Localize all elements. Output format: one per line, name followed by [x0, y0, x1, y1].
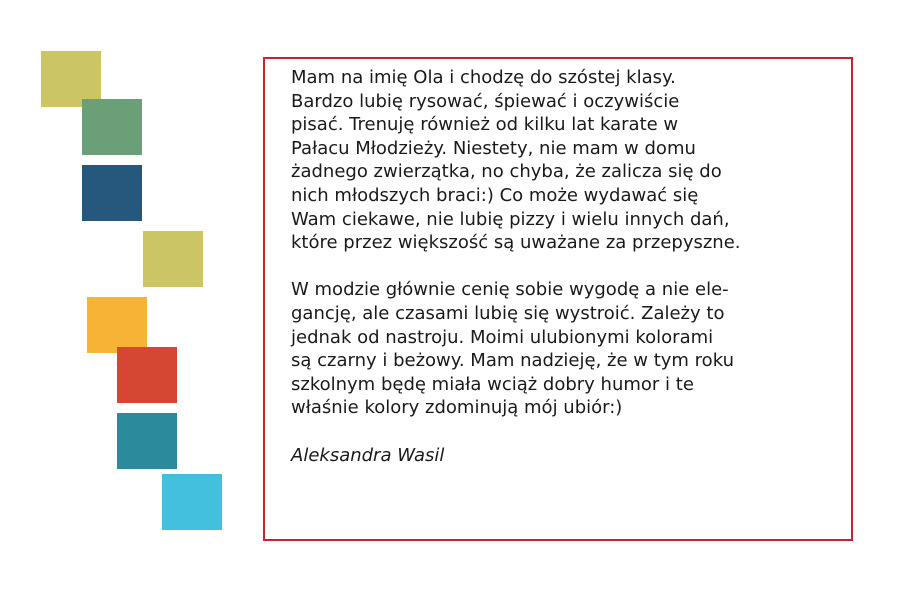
text-line: właśnie kolory zdominują mój ubiór:) — [291, 397, 623, 419]
paragraph-2 — [291, 278, 841, 420]
decorative-square — [117, 413, 177, 469]
text-line: pisać. Trenuję również od kilku lat karate w — [291, 114, 679, 136]
paragraph-1 — [291, 66, 841, 255]
decorative-square — [117, 347, 177, 403]
author-name: Aleksandra Wasil — [291, 444, 445, 466]
article-text — [291, 66, 841, 467]
text-line: szkolnym będę miała wciąż dobry humor i te — [291, 373, 694, 395]
decorative-square — [82, 165, 142, 221]
text-line: gancję, ale czasami lubię się wystroić. Zależy to — [291, 302, 725, 324]
decorative-square — [162, 474, 222, 530]
text-line: Bardzo lubię rysować, śpiewać i oczywiście — [291, 90, 680, 112]
text-line: nich młodszych braci:) Co może wydawać się — [291, 184, 699, 206]
text-line: Mam na imię Ola i chodzę do szóstej klasy. — [291, 67, 676, 88]
decorative-square — [143, 231, 203, 287]
text-line: Pałacu Młodzieży. Niestety, nie mam w domu — [291, 137, 696, 159]
text-line: Wam ciekawe, nie lubię pizzy i wielu innych dań, — [291, 208, 730, 230]
text-line: są czarny i beżowy. Mam nadzieję, że w tym roku — [291, 350, 734, 372]
decorative-square — [82, 99, 142, 155]
decorative-square — [87, 297, 147, 353]
text-line: W modzie głównie cenię sobie wygodę a nie ele- — [291, 279, 729, 301]
text-line: żadnego zwierzątka, no chyba, że zalicza się do — [291, 161, 722, 183]
text-line: które przez większość są uważane za przepyszne. — [291, 232, 741, 254]
decorative-squares — [0, 0, 240, 600]
text-line: jednak od nastroju. Moimi ulubionymi kolorami — [291, 326, 714, 348]
